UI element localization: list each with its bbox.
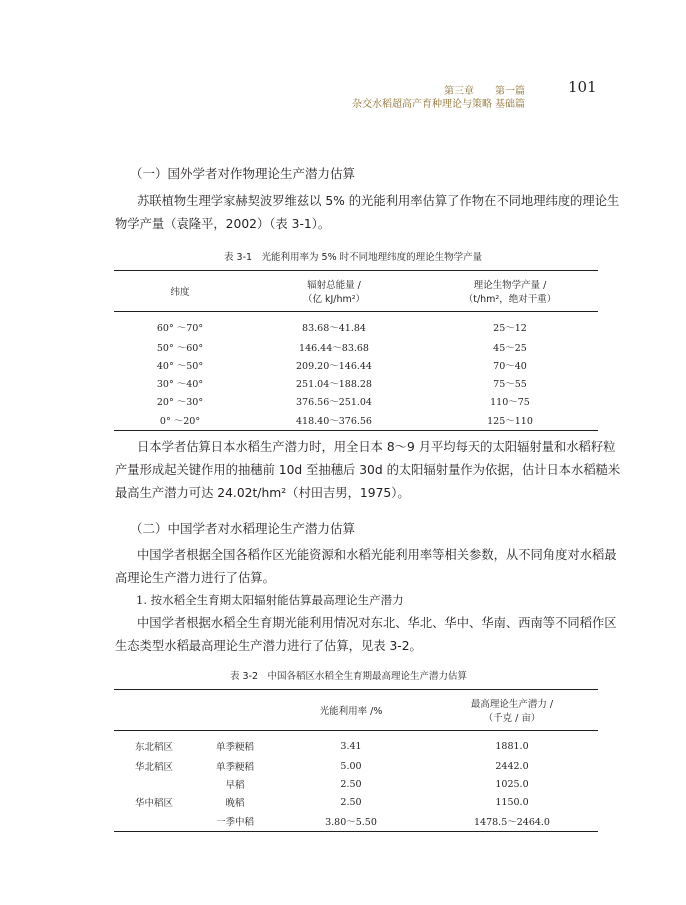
table-cell: 2.50 xyxy=(340,796,362,808)
header-line: （t/hm²，绝对干重） xyxy=(463,294,557,305)
header-part: 第一篇 xyxy=(495,86,525,97)
table-cell: 418.40～376.56 xyxy=(246,410,422,431)
table-cell: 83.68～41.84 xyxy=(302,323,366,334)
table2-header-efficiency: 光能利用率 /% xyxy=(276,690,426,731)
table-row xyxy=(114,775,598,793)
table-cell: 110～75 xyxy=(490,397,530,408)
table-row xyxy=(114,392,598,410)
table-cell: 1025.0 xyxy=(495,778,529,790)
table2-header-potential xyxy=(426,690,598,731)
table-cell: 25～12 xyxy=(493,323,527,334)
table2-header-region xyxy=(114,690,194,731)
table2-caption: 表 3-2 中国各稻区水稻全生育期最高理论生产潜力估算 xyxy=(230,671,468,682)
table-cell: 1150.0 xyxy=(495,796,529,808)
header-line: 理论生物学产量 / xyxy=(473,280,547,291)
table-cell xyxy=(114,775,194,793)
text-line: 产量形成起关键作用的抽穗前 10d 至抽穗后 30d 的太阳辐射量作为依据，估计日本水稻糙米 xyxy=(115,463,621,477)
table-cell: 75～55 xyxy=(493,379,527,390)
table-cell: 376.56～251.04 xyxy=(296,397,372,408)
table-cell: 70～40 xyxy=(493,361,527,372)
table-cell: 2442.0 xyxy=(495,760,529,772)
table2 xyxy=(114,689,598,832)
table-cell: 单季粳稻 xyxy=(215,742,254,753)
section1-paragraph-cont xyxy=(115,213,595,236)
text-line: 生态类型水稻最高理论生产潜力进行了估算，见表 3-2。 xyxy=(115,639,422,653)
header-line: （亿 kJ/hm²） xyxy=(302,294,366,305)
text-line: 物学产量（袁隆平，2002）（表 3-1）。 xyxy=(115,217,331,231)
table-cell: 0° ～20° xyxy=(114,410,246,431)
table-cell: 40° ～50° xyxy=(156,361,204,372)
table-cell: 华中稻区 xyxy=(134,798,173,809)
section2-paragraph xyxy=(137,544,617,567)
table1-header-yield xyxy=(422,271,598,312)
table-row xyxy=(114,410,598,431)
table-cell: 2.50 xyxy=(340,778,362,790)
page-number: 101 xyxy=(568,78,597,96)
section2-heading: （二）中国学者对水稻理论生产潜力估算 xyxy=(130,521,356,536)
table-cell: 3.41 xyxy=(340,740,362,752)
text-line: 中国学者根据水稻全生育期光能利用情况对东北、华北、华中、华南、西南等不同稻作区 xyxy=(137,616,617,630)
header-chapter-title: 杂交水稻超高产育种理论与策略 xyxy=(352,99,492,110)
table1-header-row xyxy=(114,271,598,312)
text-line: 高理论生产潜力进行了估算。 xyxy=(115,571,275,585)
header-part-title: 基础篇 xyxy=(495,99,525,110)
japan-paragraph-cont xyxy=(115,459,621,505)
table-row xyxy=(114,811,598,832)
table-row xyxy=(114,374,598,392)
table-cell: 20° ～30° xyxy=(156,397,204,408)
header-line: （千克 / 亩） xyxy=(483,713,541,724)
table-cell: 1478.5～2464.0 xyxy=(426,811,598,832)
table-row xyxy=(114,731,598,758)
table-row xyxy=(114,793,598,811)
table-cell: 209.20～146.44 xyxy=(296,361,372,372)
japan-paragraph xyxy=(137,436,617,459)
table2-header-type xyxy=(194,690,276,731)
text-line: 苏联植物生理学家赫契波罗维兹以 5% 的光能利用率估算了作物在不同地理纬度的理论生 xyxy=(137,194,620,208)
table-cell: 125～110 xyxy=(422,410,598,431)
table-row xyxy=(114,757,598,775)
table-cell: 5.00 xyxy=(340,760,362,772)
section2-paragraph2 xyxy=(137,612,617,635)
header-line: 辐射总能量 / xyxy=(307,280,361,291)
table-cell: 146.44～83.68 xyxy=(299,343,369,354)
subheading-1: 1. 按水稻全生育期太阳辐射能估算最高理论生产潜力 xyxy=(136,593,404,607)
table-cell: 45～25 xyxy=(493,343,527,354)
table-row xyxy=(114,338,598,356)
section1-heading: （一）国外学者对作物理论生产潜力估算 xyxy=(130,166,356,181)
section2-paragraph2-cont xyxy=(115,635,595,658)
table2-header-row xyxy=(114,690,598,731)
table-cell: 东北稻区 xyxy=(134,742,173,753)
section1-paragraph xyxy=(137,190,620,213)
section2-paragraph-cont xyxy=(115,567,595,590)
table1-caption: 表 3-1 光能利用率为 5% 时不同地理纬度的理论生物学产量 xyxy=(224,252,483,263)
header-chapter: 第三章 xyxy=(444,86,474,97)
table1 xyxy=(114,270,598,431)
table-cell: 1881.0 xyxy=(495,740,529,752)
table-cell: 251.04～188.28 xyxy=(296,379,372,390)
text-line: 中国学者根据全国各稻作区光能资源和水稻光能利用率等相关参数，从不同角度对水稻最 xyxy=(137,548,617,562)
table1-header-latitude: 纬度 xyxy=(114,271,246,312)
table-row xyxy=(114,312,598,339)
table-cell: 30° ～40° xyxy=(156,379,204,390)
table-cell: 3.80～5.50 xyxy=(276,811,426,832)
table-row xyxy=(114,356,598,374)
header-line: 最高理论生产潜力 / xyxy=(470,699,554,710)
table1-header-radiation xyxy=(246,271,422,312)
table-cell: 华北稻区 xyxy=(134,762,173,773)
table-cell xyxy=(114,811,194,832)
text-line: 日本学者估算日本水稻生产潜力时，用全日本 8～9 月平均每天的太阳辐射量和水稻籽粒 xyxy=(137,440,616,454)
text-line: 最高生产潜力可达 24.02t/hm²（村田吉男，1975）。 xyxy=(115,486,410,500)
table-cell: 50° ～60° xyxy=(156,343,204,354)
table-cell: 单季粳稻 xyxy=(215,762,254,773)
table-cell: 60° ～70° xyxy=(156,323,204,334)
table-cell: 晚稻 xyxy=(225,798,245,809)
table-cell: 早稻 xyxy=(225,780,245,791)
table-cell: 一季中稻 xyxy=(194,811,276,832)
